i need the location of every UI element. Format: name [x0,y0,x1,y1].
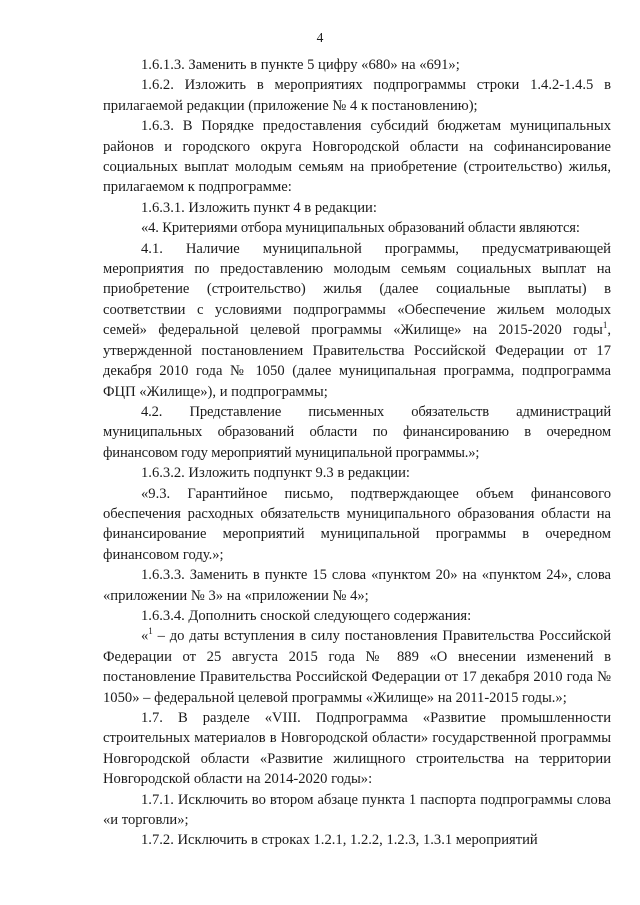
paragraph-1-7-1: 1.7.1. Исключить во втором абзаце пункта 1 паспорта подпрограммы слова «и торговли»; [103,791,611,829]
paragraph-9-3: «9.3. Гарантийное письмо, подтверждающее объем финансового обеспечения расходных обязательств муниципального образования области на финансирование мероприятий муниципальной программы в очередном финансовом году.»; [103,485,611,563]
footnote-marker: 1 [602,320,608,331]
paragraph-1-6-3-2: 1.6.3.2. Изложить подпункт 9.3 в редакции: [141,465,410,482]
footnote-marker: 1 [148,626,153,637]
paragraph-1-7: 1.7. В разделе «VIII. Подпрограмма «Развитие промышленности строительных материалов в Новгородской области» государственной программы Новгородской области «Развитие жилищного строительства на территории Новгородской области на 2014-2020 годы»: [103,710,611,788]
paragraph-criteria-4: «4. Критериями отбора муниципальных образований области являются: [141,220,580,237]
paragraph-1-6-3-1: 1.6.3.1. Изложить пункт 4 в редакции: [141,199,377,216]
paragraph-text: 4.1. Наличие муниципальной программы, предусматривающей мероприятия по предоставлению молодым семьям социальных выплат на приобретение (строительство) жилья (далее социальные выплаты) в соответствии с условиями подпрограммы «Обеспечение жильем молодых семей» федеральной целевой программы «Жилище» на 2015-2020 годы [103,240,611,339]
document-body [103,55,611,851]
paragraph-1-6-3-4: 1.6.3.4. Дополнить сноской следующего содержания: [141,607,472,624]
page-number: 4 [316,30,324,45]
paragraph-1-6-1-3: 1.6.1.3. Заменить в пункте 5 цифру «680» на «691»; [141,57,460,73]
paragraph-1-7-2: 1.7.2. Исключить в строках 1.2.1, 1.2.2, 1.2.3, 1.3.1 мероприятий [141,832,538,849]
paragraph-text: , утвержденной постановлением Правительства Российской Федерации от 17 декабря 2010 года № 1050 (далее муниципальная программа, подпрограмма ФЦП «Жилище»), и подпрограммы; [103,322,611,400]
paragraph-criteria-4-2: 4.2. Представление письменных обязательств администраций муниципальных образований области по финансированию в очередном финансовом году мероприятий муниципальной программы.»; [103,403,611,461]
paragraph-text: – до даты вступления в силу постановления Правительства Российской Федерации от 25 августа 2015 года № 889 «О внесении изменений в постановление Правительства Российской Федерации от 17 декабря 2010 года № 1050» – федеральной целевой программы «Жилище» на 2011-2015 годы.»; [103,628,611,706]
paragraph-1-6-3-3: 1.6.3.3. Заменить в пункте 15 слова «пунктом 20» на «пунктом 24», слова «приложении № 3» на «приложении № 4»; [103,567,611,604]
paragraph-footnote-text [103,626,611,708]
paragraph-1-6-3: 1.6.3. В Порядке предоставления субсидий бюджетам муниципальных районов и городского округа Новгородской области на софинансирование социальных выплат молодым семьям на приобретение (строительство) жилья, прилагаемом к подпрограмме: [103,118,611,196]
paragraph-1-6-2: 1.6.2. Изложить в мероприятиях подпрограммы строки 1.4.2-1.4.5 в прилагаемой редакции (приложение № 4 к постановлению); [103,77,611,114]
paragraph-criteria-4-1 [103,239,611,402]
paragraph-text: « [141,628,149,645]
